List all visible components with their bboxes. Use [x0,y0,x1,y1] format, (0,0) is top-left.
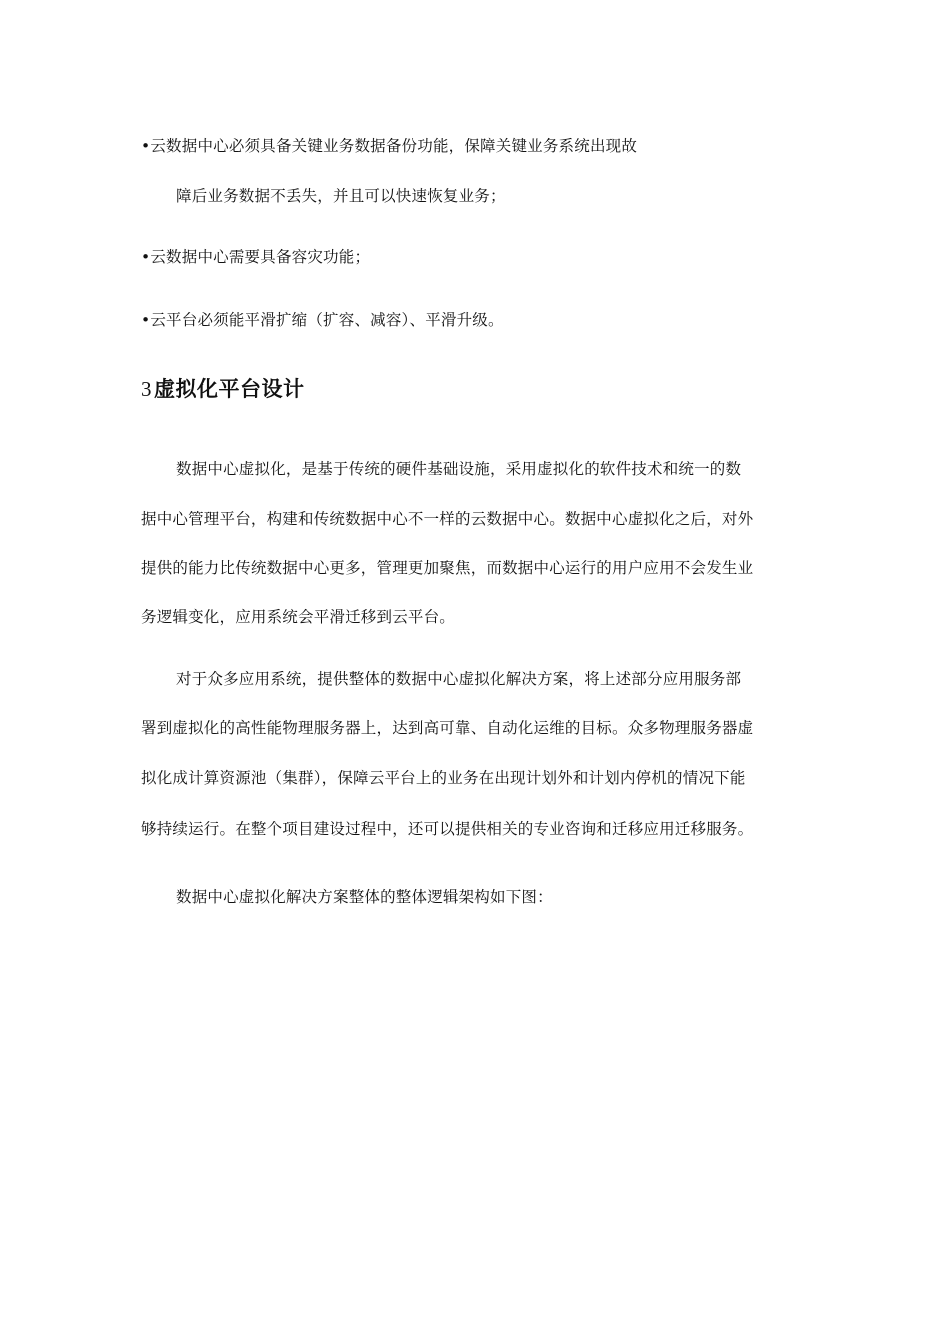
paragraph-1-line-3: 提供的能力比传统数据中心更多，管理更加聚焦，而数据中心运行的用户应用不会发生业 [141,559,754,577]
section-heading [141,374,305,404]
paragraph-1-line-1: 数据中心虚拟化，是基于传统的硬件基础设施，采用虚拟化的软件技术和统一的数 [176,460,742,478]
paragraph-2-line-2: 署到虚拟化的高性能物理服务器上，达到高可靠、自动化运维的目标。众多物理服务器虚 [141,719,754,737]
section-title: 虚拟化平台设计 [154,377,305,401]
section-number: 3 [141,377,152,401]
requirement-item-scaling: •云平台必须能平滑扩缩（扩容、减容）、平滑升级。 [141,311,504,329]
paragraph-2-line-1: 对于众多应用系统，提供整体的数据中心虚拟化解决方案，将上述部分应用服务部 [176,670,742,688]
paragraph-2-line-3: 拟化成计算资源池（集群），保障云平台上的业务在出现计划外和计划内停机的情况下能 [141,769,746,787]
requirement-item-backup-continued: 障后业务数据不丢失，并且可以快速恢复业务； [176,187,506,205]
paragraph-1-line-4: 务逻辑变化，应用系统会平滑迁移到云平台。 [141,608,456,626]
paragraph-3-line-1: 数据中心虚拟化解决方案整体的整体逻辑架构如下图： [176,888,553,906]
requirement-item-backup: •云数据中心必须具备关键业务数据备份功能，保障关键业务系统出现故 [141,137,638,155]
paragraph-1-line-2: 据中心管理平台，构建和传统数据中心不一样的云数据中心。数据中心虚拟化之后，对外 [141,510,754,528]
paragraph-2-line-4: 够持续运行。在整个项目建设过程中，还可以提供相关的专业咨询和迁移应用迁移服务。 [141,820,754,838]
requirement-item-disaster-recovery: •云数据中心需要具备容灾功能； [141,248,371,266]
